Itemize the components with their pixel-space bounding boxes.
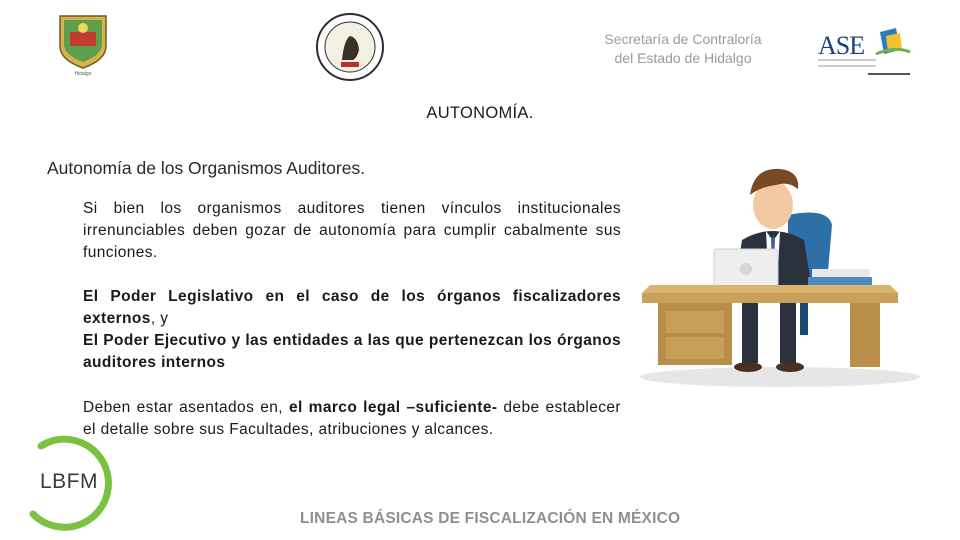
paragraph-autonomy: Si bien los organismos auditores tienen vínculos institucionales irrenunciables deben gozar de autonomía para cumplir cabalmente sus funciones.	[83, 200, 621, 261]
section-subtitle: Autonomía de los Organismos Auditores.	[47, 158, 366, 178]
paragraph-powers	[83, 286, 621, 374]
legislative-power-text: El Poder Legislativo en el caso de los órganos fiscalizadores externos	[83, 288, 621, 327]
aseh-logo	[816, 24, 914, 80]
slide-title: AUTONOMÍA.	[426, 104, 534, 122]
organization-line-2: del Estado de Hidalgo	[614, 50, 752, 66]
organization-name	[578, 30, 788, 68]
lbfm-badge-label: LBFM	[40, 470, 99, 493]
footer-text: LINEAS BÁSICAS DE FISCALIZACIÓN EN MÉXICO	[300, 510, 681, 527]
office-worker-illustration	[630, 165, 930, 395]
state-seal-logo	[48, 12, 118, 80]
svg-text:ASE: ASE	[818, 31, 865, 60]
svg-text:Hidalgo: Hidalgo	[74, 71, 92, 77]
organization-line-1: Secretaría de Contraloría	[604, 31, 762, 47]
legal-framework-bold: el marco legal –suficiente-	[288, 399, 498, 416]
legal-framework-part2: debe establecer el detalle sobre sus Facultades, atribuciones y alcances.	[83, 399, 621, 438]
congress-seal-logo	[315, 12, 385, 82]
legislative-power-tail: , y	[150, 310, 169, 327]
paragraph-legal-framework	[83, 397, 621, 441]
legal-framework-part1: Deben estar asentados en,	[83, 399, 289, 416]
executive-power-text: El Poder Ejecutivo y las entidades a las que pertenezcan los órganos auditores internos	[83, 332, 621, 371]
